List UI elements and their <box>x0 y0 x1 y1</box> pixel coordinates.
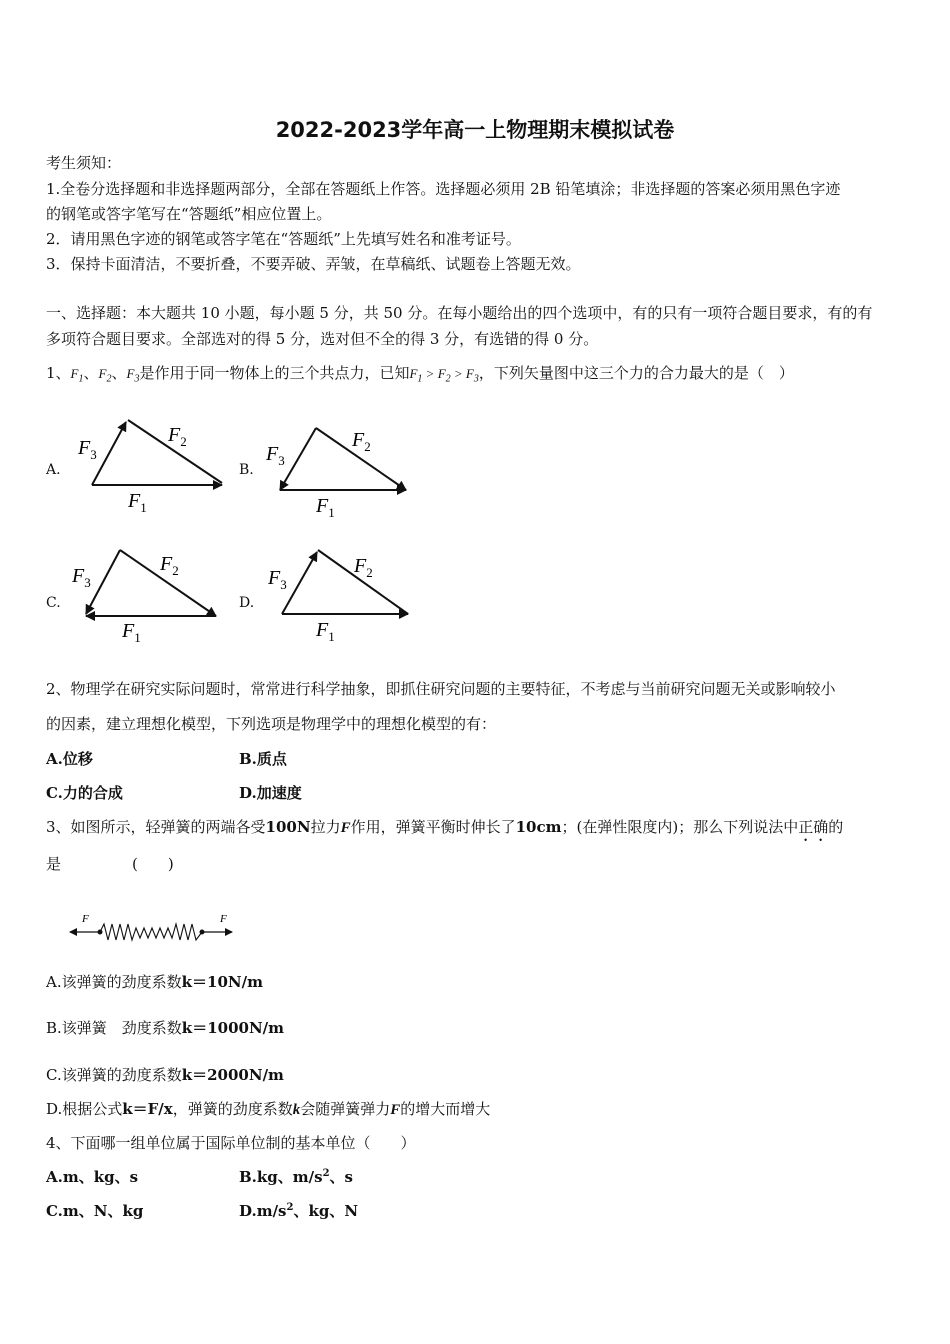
question-1-text-mid: 是作用于同一物体上的三个共点力，已知 <box>139 364 410 382</box>
diagram-b <box>265 428 406 520</box>
notice-line-1a: 1.全卷分选择题和非选择题两部分，全部在答题纸上作答。选择题必须用 2B 铅笔填涂；非选择题的答案必须用黑色字迹 <box>46 180 841 198</box>
vector-f3 <box>282 552 317 614</box>
question-2-option-c: C.力的合成 <box>46 784 123 802</box>
separator: 、 <box>111 364 127 382</box>
label-f3: $F_3$ <box>268 567 287 592</box>
emphasis-correct: 正确 <box>798 818 829 836</box>
question-3-option-d: D.根据公式k＝F/x，弹簧的劲度系数k会随弹簧弹力F的增大而增大 <box>46 1100 491 1118</box>
spring-coil <box>100 924 202 940</box>
question-number: 1、 <box>46 364 71 382</box>
question-3-option-a: A.该弹簧的劲度系数k＝10N/m <box>46 973 263 991</box>
section-intro-a: 一、选择题：本大题共 10 小题，每小题 5 分，共 50 分。在每小题给出的四个选项中，有的只有一项符合题目要求，有的有 <box>46 304 873 322</box>
label-f1: $F_1$ <box>316 619 335 644</box>
notice-line-1b: 的钢笔或答字笔写在“答题纸”相应位置上。 <box>46 205 332 223</box>
spring-label-left: F <box>82 913 89 925</box>
label-f3: $F_3$ <box>78 437 97 462</box>
question-4-option-a: A.m、kg、s <box>46 1168 139 1186</box>
diagram-c <box>71 550 216 645</box>
label-f1: $F_1$ <box>316 495 335 520</box>
question-3-stem-b: 是 <box>46 855 62 873</box>
question-4-option-d: $D.m/s^2$、kg、N <box>239 1202 359 1220</box>
vector-diagrams <box>60 408 430 648</box>
question-2-stem-b: 的因素，建立理想化模型，下列选项是物理学中的理想化模型的有： <box>46 715 497 733</box>
diagram-d <box>267 550 408 644</box>
answer-paren: ( ) <box>132 855 174 873</box>
diagram-a <box>77 420 222 515</box>
force-f2: $F_2$ <box>98 366 112 385</box>
option-b-label: B. <box>239 462 254 478</box>
section-intro-b: 多项符合题目要求。全部选对的得 5 分，选对但不全的得 3 分，有选错的得 0 分。 <box>46 330 599 348</box>
notice-line-3: 3．保持卡面清洁，不要折叠，不要弄破、弄皱，在草稿纸、试题卷上答题无效。 <box>46 255 581 273</box>
label-f2: $F_2$ <box>160 553 179 578</box>
question-3-stem-a: 3、如图所示，轻弹簧的两端各受100N拉力F作用，弹簧平衡时伸长了10cm；(在弹性限度内)；那么下列说法中正确的 <box>46 818 844 836</box>
separator: 、 <box>83 364 99 382</box>
question-1-text-end: ，下列矢量图中这三个力的合力最大的是（ ） <box>478 364 794 382</box>
force-f3: $F_3$ <box>126 366 140 385</box>
label-f1: $F_1$ <box>128 490 147 515</box>
question-3-option-c: C.该弹簧的劲度系数k＝2000N/m <box>46 1066 284 1084</box>
question-4-option-b: B.kg、$m/s^2$、s <box>239 1168 353 1186</box>
question-4-stem: 4、下面哪一组单位属于国际单位制的基本单位（ ） <box>46 1134 416 1152</box>
spring-figure <box>68 910 238 946</box>
label-f2: $F_2$ <box>168 424 187 449</box>
spring-label-right: F <box>220 913 227 925</box>
force-f1: $F_1$ <box>70 366 84 385</box>
notice-heading: 考生须知： <box>46 154 122 172</box>
label-f3: $F_3$ <box>266 443 285 468</box>
option-d-label: D. <box>239 595 255 611</box>
vector-f3 <box>86 550 120 614</box>
question-3-option-b: B.该弹簧 劲度系数k＝1000N/m <box>46 1019 284 1037</box>
question-2-option-b: B.质点 <box>239 750 287 768</box>
label-f3: $F_3$ <box>72 565 91 590</box>
notice-line-2: 2．请用黑色字迹的钢笔或答字笔在“答题纸”上先填写姓名和准考证号。 <box>46 230 521 248</box>
option-c-label: C. <box>46 595 61 611</box>
label-f2: $F_2$ <box>354 555 373 580</box>
question-2-option-d: D.加速度 <box>239 784 302 802</box>
label-f1: $F_1$ <box>122 620 141 645</box>
question-4-option-c: C.m、N、kg <box>46 1202 144 1220</box>
page-title: 2022-2023学年高一上物理期末模拟试卷 <box>275 118 675 142</box>
question-1-stem <box>46 362 794 385</box>
option-a-label: A. <box>46 462 61 478</box>
inequality: $F_1 > F_2 > F_3$ <box>409 366 479 385</box>
vector-f3 <box>92 422 126 485</box>
label-f2: $F_2$ <box>352 429 371 454</box>
vector-f3 <box>280 428 316 490</box>
question-2-stem-a: 2、物理学在研究实际问题时，常常进行科学抽象，即抓住研究问题的主要特征，不考虑与当前研究问题无关或影响较小 <box>46 680 836 698</box>
question-2-option-a: A.位移 <box>46 750 93 768</box>
